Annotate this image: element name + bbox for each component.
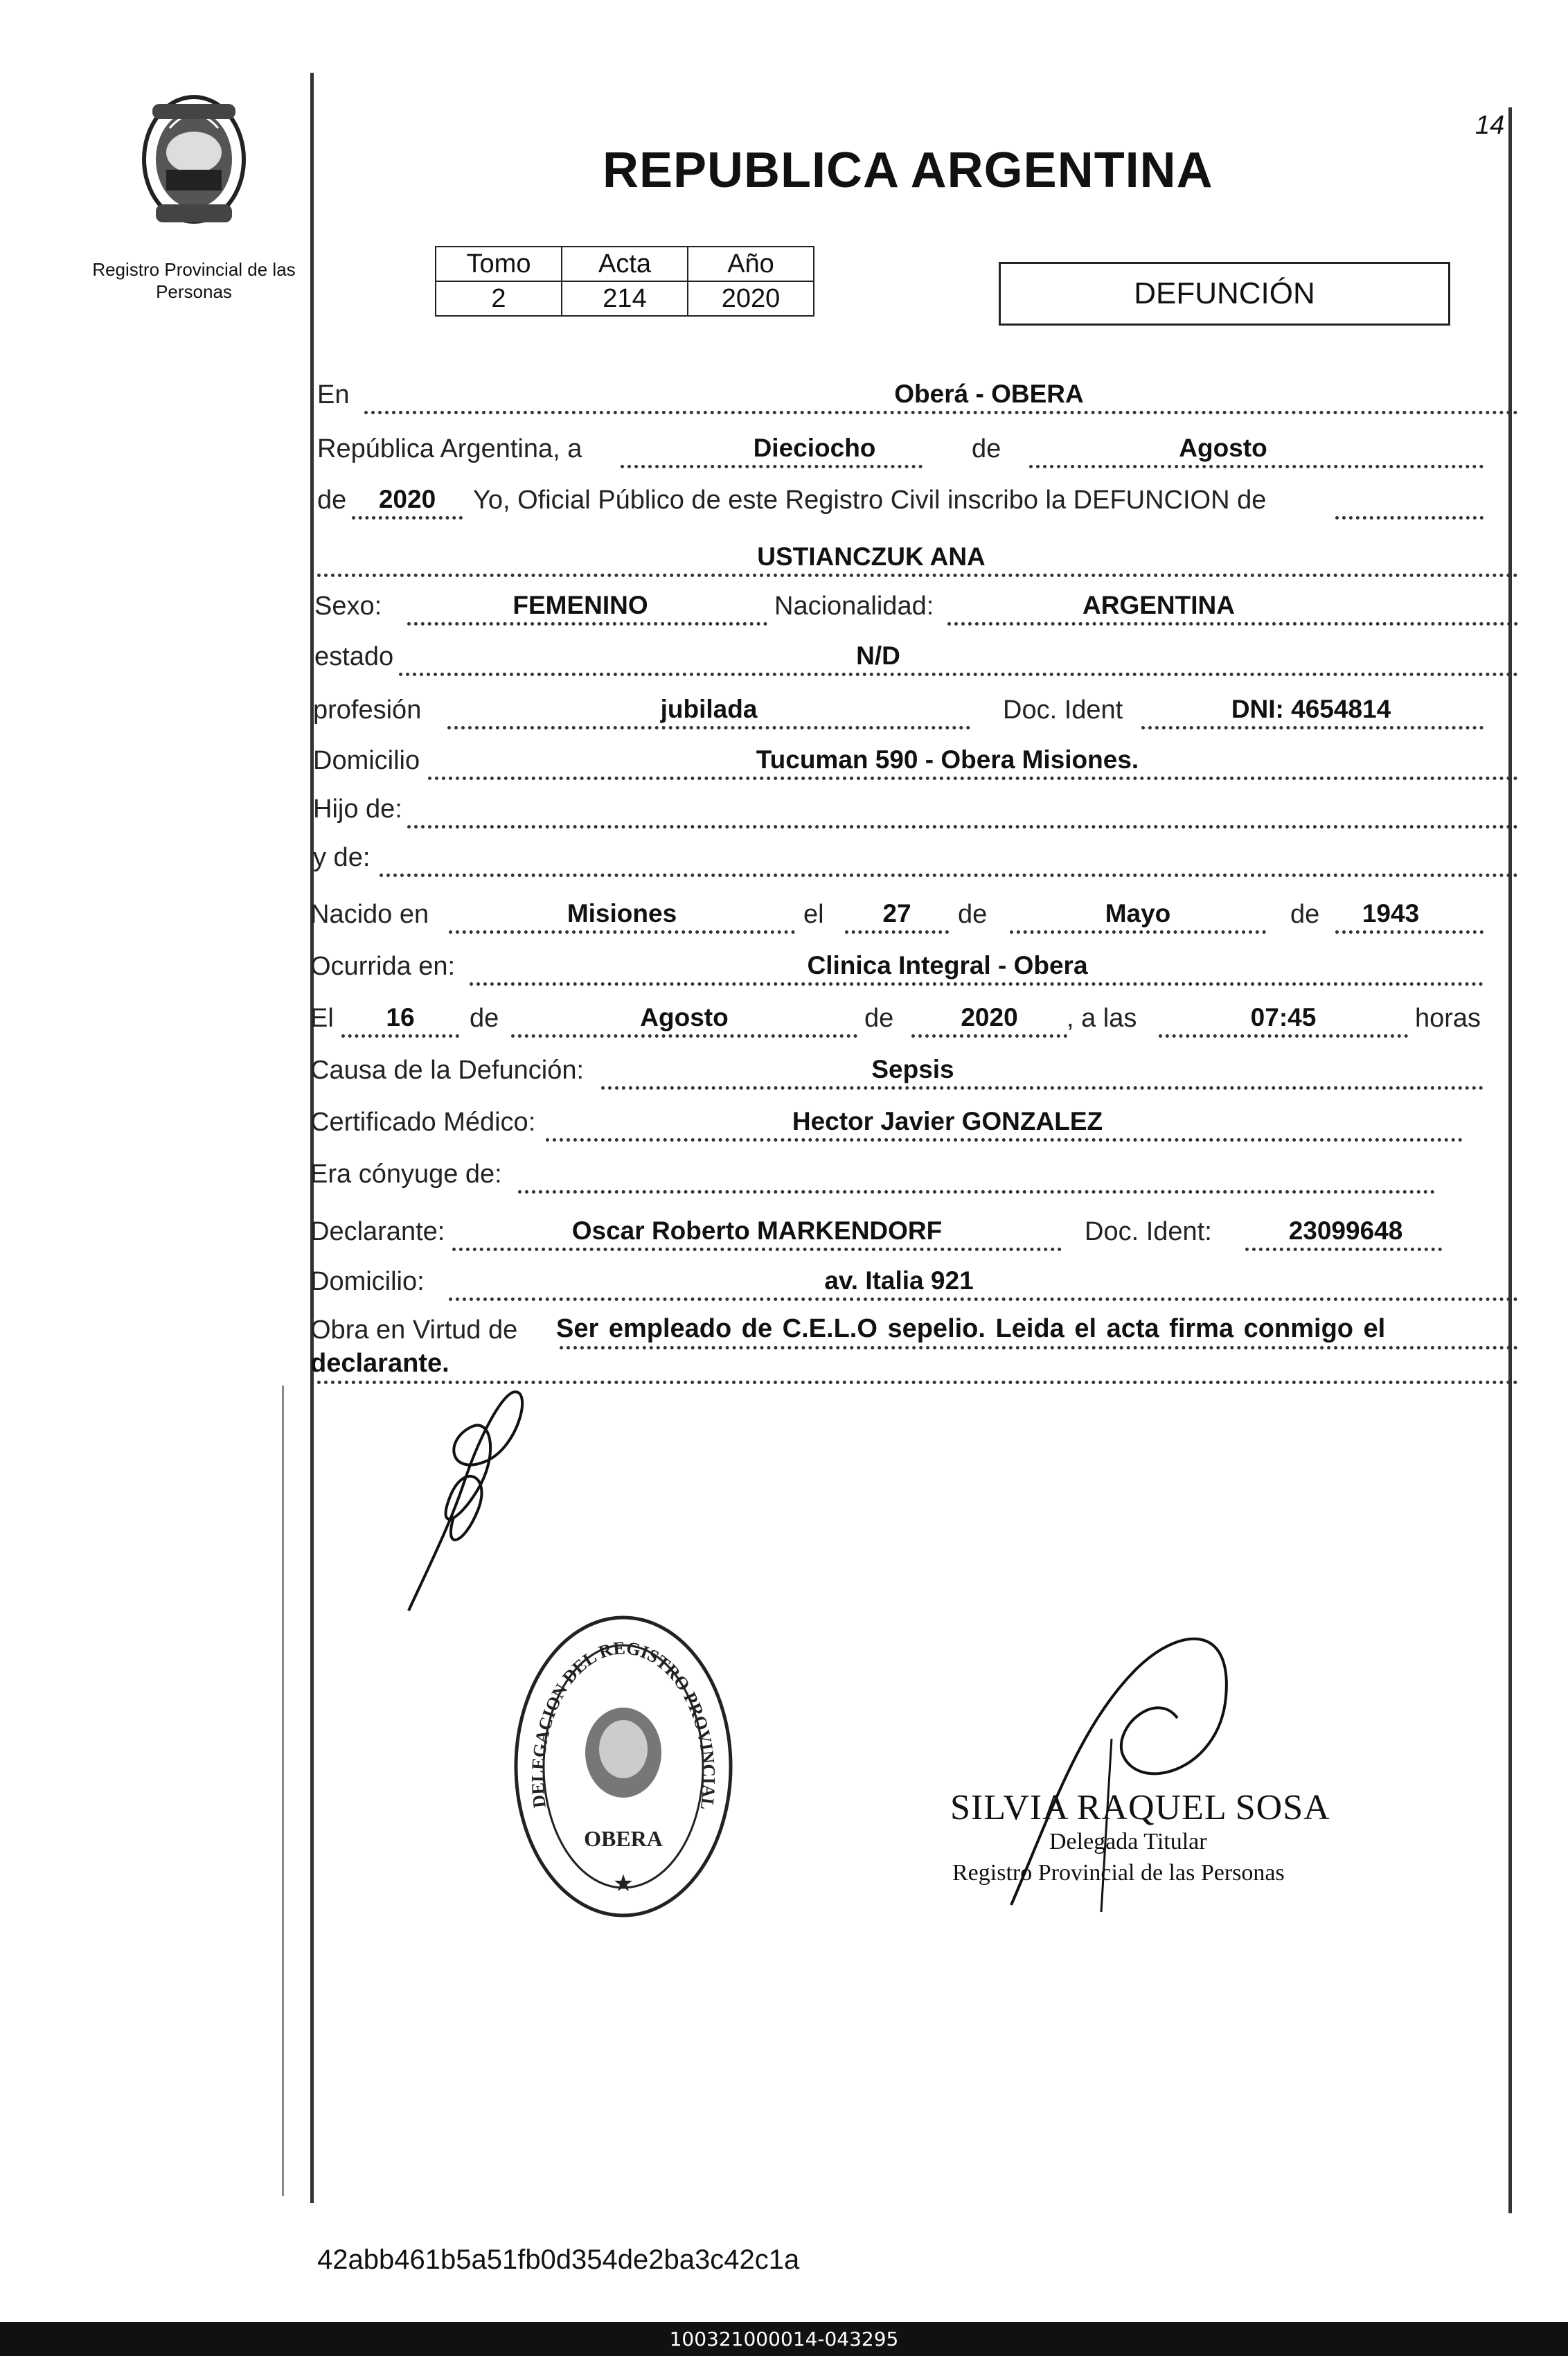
value-doc: DNI: 4654814 bbox=[1231, 695, 1391, 723]
label-conyuge: Era cónyuge de: bbox=[310, 1160, 502, 1189]
row-conyuge bbox=[310, 1153, 1518, 1198]
label-de-4: de bbox=[1290, 900, 1320, 929]
registry-label: Registro Provincial de las Personas bbox=[92, 259, 296, 302]
label-causa: Causa de la Defunción: bbox=[310, 1056, 585, 1085]
left-margin-line-outer bbox=[282, 1385, 284, 2196]
signatory-name: SILVIA RAQUEL SOSA bbox=[950, 1788, 1330, 1827]
table-value-acta: 214 bbox=[562, 281, 688, 316]
row-nacimiento bbox=[310, 894, 1518, 938]
value-obra-1: Ser empleado de C.E.L.O sepelio. Leida el acta firma conmigo el bbox=[556, 1314, 1386, 1343]
province-logo bbox=[132, 87, 256, 239]
row-fecha-defuncion bbox=[310, 998, 1518, 1042]
value-hora: 07:45 bbox=[1250, 1003, 1317, 1031]
value-sexo: FEMENINO bbox=[513, 591, 648, 619]
label-de-5: de bbox=[470, 1004, 499, 1033]
row-causa bbox=[310, 1049, 1518, 1094]
value-domicilio: Tucuman 590 - Obera Misiones. bbox=[756, 745, 1139, 774]
table-value-tomo: 2 bbox=[436, 281, 562, 316]
page-title: REPUBLICA ARGENTINA bbox=[603, 143, 1213, 198]
label-doc-ident: Doc. Ident bbox=[1003, 696, 1123, 725]
row-nombre bbox=[310, 537, 1518, 581]
value-anio-registro: 2020 bbox=[378, 485, 436, 513]
row-domicilio bbox=[310, 740, 1518, 784]
label-y-de: y de: bbox=[313, 843, 371, 872]
label-doc-ident-2: Doc. Ident: bbox=[1085, 1217, 1212, 1246]
row-ocurrida bbox=[310, 946, 1518, 990]
label-ocurrida-en: Ocurrida en: bbox=[310, 952, 456, 981]
label-domicilio: Domicilio bbox=[313, 746, 420, 775]
label-a-las: , a las bbox=[1067, 1004, 1137, 1033]
row-domicilio-declarante bbox=[310, 1261, 1518, 1305]
value-dia-registro: Dieciocho bbox=[753, 434, 876, 462]
row-estado bbox=[310, 636, 1518, 680]
label-republica: República Argentina, a bbox=[317, 434, 582, 463]
value-obra-2: declarante. bbox=[310, 1349, 449, 1378]
label-certificado: Certificado Médico: bbox=[310, 1108, 536, 1137]
label-de-1: de bbox=[972, 434, 1001, 463]
row-certificado bbox=[310, 1101, 1518, 1146]
svg-text:★: ★ bbox=[612, 1870, 634, 1897]
label-en: En bbox=[317, 380, 350, 409]
document-hash: 42abb461b5a51fb0d354de2ba3c42c1a bbox=[317, 2244, 800, 2275]
label-domicilio-2: Domicilio: bbox=[310, 1267, 425, 1296]
value-declarante-doc: 23099648 bbox=[1288, 1216, 1403, 1245]
label-el: el bbox=[803, 900, 824, 929]
value-def-anio: 2020 bbox=[961, 1003, 1018, 1031]
label-sexo: Sexo: bbox=[314, 592, 382, 621]
page-number: 14 bbox=[1475, 111, 1505, 140]
value-declarante-domicilio: av. Italia 921 bbox=[824, 1266, 974, 1295]
value-profesion: jubilada bbox=[660, 695, 758, 723]
value-causa: Sepsis bbox=[871, 1055, 954, 1083]
label-de-2: de bbox=[317, 486, 347, 515]
value-nacido-en: Misiones bbox=[567, 899, 677, 928]
table-header-anio: Año bbox=[688, 247, 814, 281]
label-de-3: de bbox=[958, 900, 988, 929]
barcode-text: 100321000014-043295 bbox=[0, 2322, 1568, 2356]
label-declarante: Declarante: bbox=[310, 1217, 445, 1246]
label-estado: estado bbox=[314, 642, 394, 671]
value-declarante: Oscar Roberto MARKENDORF bbox=[571, 1216, 943, 1245]
value-certificado: Hector Javier GONZALEZ bbox=[792, 1107, 1103, 1135]
table-header-tomo: Tomo bbox=[436, 247, 562, 281]
value-ocurrida-en: Clinica Integral - Obera bbox=[807, 951, 1088, 980]
value-nac-dia: 27 bbox=[882, 899, 911, 928]
value-nacionalidad: ARGENTINA bbox=[1083, 591, 1235, 619]
value-nombre: USTIANCZUK ANA bbox=[757, 542, 986, 571]
row-hijo-de bbox=[310, 788, 1518, 833]
value-estado: N/D bbox=[856, 641, 900, 670]
row-declarante bbox=[310, 1211, 1518, 1255]
label-horas: horas bbox=[1415, 1004, 1481, 1033]
value-def-dia: 16 bbox=[386, 1003, 415, 1031]
row-y-de bbox=[310, 837, 1518, 881]
stamp-ring-text: DELEGACION DEL REGISTRO PROVINCIAL bbox=[527, 1638, 720, 1810]
label-de-6: de bbox=[864, 1004, 894, 1033]
label-obra: Obra en Virtud de bbox=[310, 1316, 518, 1345]
label-nacido-en: Nacido en bbox=[310, 900, 429, 929]
official-stamp bbox=[506, 1607, 741, 1926]
value-mes-registro: Agosto bbox=[1179, 434, 1267, 462]
record-table bbox=[435, 246, 814, 317]
row-fecha-registro bbox=[310, 428, 1518, 472]
row-lugar bbox=[310, 374, 1518, 418]
table-value-anio: 2020 bbox=[688, 281, 814, 316]
label-el-2: El bbox=[310, 1004, 334, 1033]
label-yo-oficial: Yo, Oficial Público de este Registro Civil inscribo la DEFUNCION de bbox=[473, 486, 1267, 515]
label-profesion: profesión bbox=[313, 696, 422, 725]
stamp-city: OBERA bbox=[584, 1826, 663, 1851]
value-nac-anio: 1943 bbox=[1362, 899, 1420, 928]
label-nacionalidad: Nacionalidad: bbox=[774, 592, 934, 621]
row-sexo bbox=[310, 585, 1518, 630]
value-nac-mes: Mayo bbox=[1105, 899, 1171, 928]
record-type-box: DEFUNCIÓN bbox=[999, 262, 1450, 326]
row-anio-registro bbox=[310, 479, 1518, 524]
declarant-signature bbox=[388, 1372, 540, 1621]
table-header-acta: Acta bbox=[562, 247, 688, 281]
value-def-mes: Agosto bbox=[640, 1003, 729, 1031]
label-hijo-de: Hijo de: bbox=[313, 795, 402, 824]
signatory-role: Delegada Titular bbox=[1049, 1829, 1207, 1854]
signatory-office: Registro Provincial de las Personas bbox=[952, 1860, 1285, 1886]
value-lugar: Oberá - OBERA bbox=[894, 380, 1084, 408]
row-profesion bbox=[310, 689, 1518, 734]
